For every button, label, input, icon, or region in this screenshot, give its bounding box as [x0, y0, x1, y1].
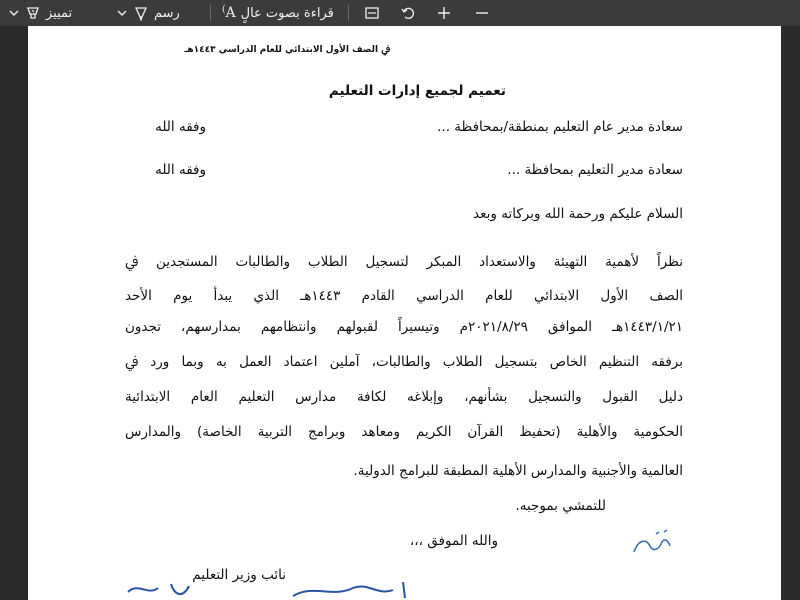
chevron-down-icon[interactable]: [8, 7, 20, 19]
text-size-icon: A): [222, 5, 236, 21]
toolbar-divider: [210, 5, 211, 21]
zoom-in-button[interactable]: [436, 0, 452, 26]
recipient-blessing-2: وفقه الله: [155, 162, 206, 178]
farewell-line: والله الموفق ،،،: [409, 533, 498, 549]
rotate-button[interactable]: [400, 0, 416, 26]
text-size-glyph: A: [225, 5, 236, 21]
fit-page-icon: [364, 5, 380, 21]
pen-icon: [133, 5, 149, 21]
signature: [123, 578, 453, 600]
rotate-icon: [400, 5, 416, 21]
closing-line: للتمشي بموجبه.: [515, 498, 606, 514]
header-line: ﰲ الصف الأول الابتدائي للعام الدراسي ١٤٤٣هـ: [184, 45, 390, 55]
reader-toolbar: [0, 0, 800, 26]
pdf-page: [28, 26, 781, 600]
fit-page-button[interactable]: [364, 0, 380, 26]
signatory-title: نائب وزير التعليم: [192, 567, 286, 583]
recipient-blessing-1: وفقه الله: [155, 119, 206, 135]
highlighter-icon: [25, 5, 41, 21]
viewer-margin-right: [781, 26, 800, 600]
plus-icon: [436, 5, 452, 21]
body-line: الحكومية والأهلية (تحفيظ القرآن الكريم ومعاهد وبرامج التربية الخاصة) والمدارس: [125, 424, 683, 440]
recipient-line-1: سعادة مدير عام التعليم بمنطقة/بمحافظة ...: [437, 119, 683, 135]
read-aloud-label: قراءة بصوت عالٍ: [240, 5, 334, 21]
toolbar-divider: [348, 5, 349, 21]
draw-tool[interactable]: [116, 0, 180, 26]
viewer-margin-left: [0, 26, 28, 600]
body-line: نظراً لأهمية التهيئة والاستعداد المبكر لتسجيل الطلاب والطالبات المستجدين ﰲ: [125, 254, 683, 270]
minus-icon: [474, 5, 490, 21]
highlight-label: تمييز: [46, 5, 73, 21]
handwritten-annotation: [626, 526, 686, 562]
body-line: برفقه التنظيم الخاص بتسجيل الطلاب والطالبات، آملين اعتماد العمل به وبما ورد ﰲ: [125, 354, 683, 370]
highlight-tool[interactable]: [8, 0, 72, 26]
body-line: الصف الأول الابتدائي للعام الدراسي القادم ١٤٤٣هـ الذي يبدأ يوم الأحد: [125, 288, 683, 304]
recipient-line-2: سعادة مدير التعليم بمحافظة ...: [507, 162, 683, 178]
draw-label: رسم: [154, 5, 180, 21]
body-line: ١٤٤٣/١/٢١هـ الموافق ٢٠٢١/٨/٢٩م وتيسيراً لقبولهم وانتظامهم بمدارسهم، تجدون: [125, 319, 683, 335]
greeting: السلام عليكم ورحمة الله وبركاته وبعد: [473, 206, 683, 222]
chevron-down-icon[interactable]: [116, 7, 128, 19]
read-aloud-button[interactable]: [222, 0, 334, 26]
body-line-last: العالمية والأجنبية والمدارس الأهلية المطبقة للبرامج الدولية.: [353, 463, 683, 479]
body-line: دليل القبول والتسجيل بشأنهم، وإبلاغه لكافة مدارس التعليم العام الابتدائية: [125, 389, 683, 405]
circular-title: تعميم لجميع إدارات التعليم: [328, 83, 506, 99]
zoom-out-button[interactable]: [474, 0, 490, 26]
